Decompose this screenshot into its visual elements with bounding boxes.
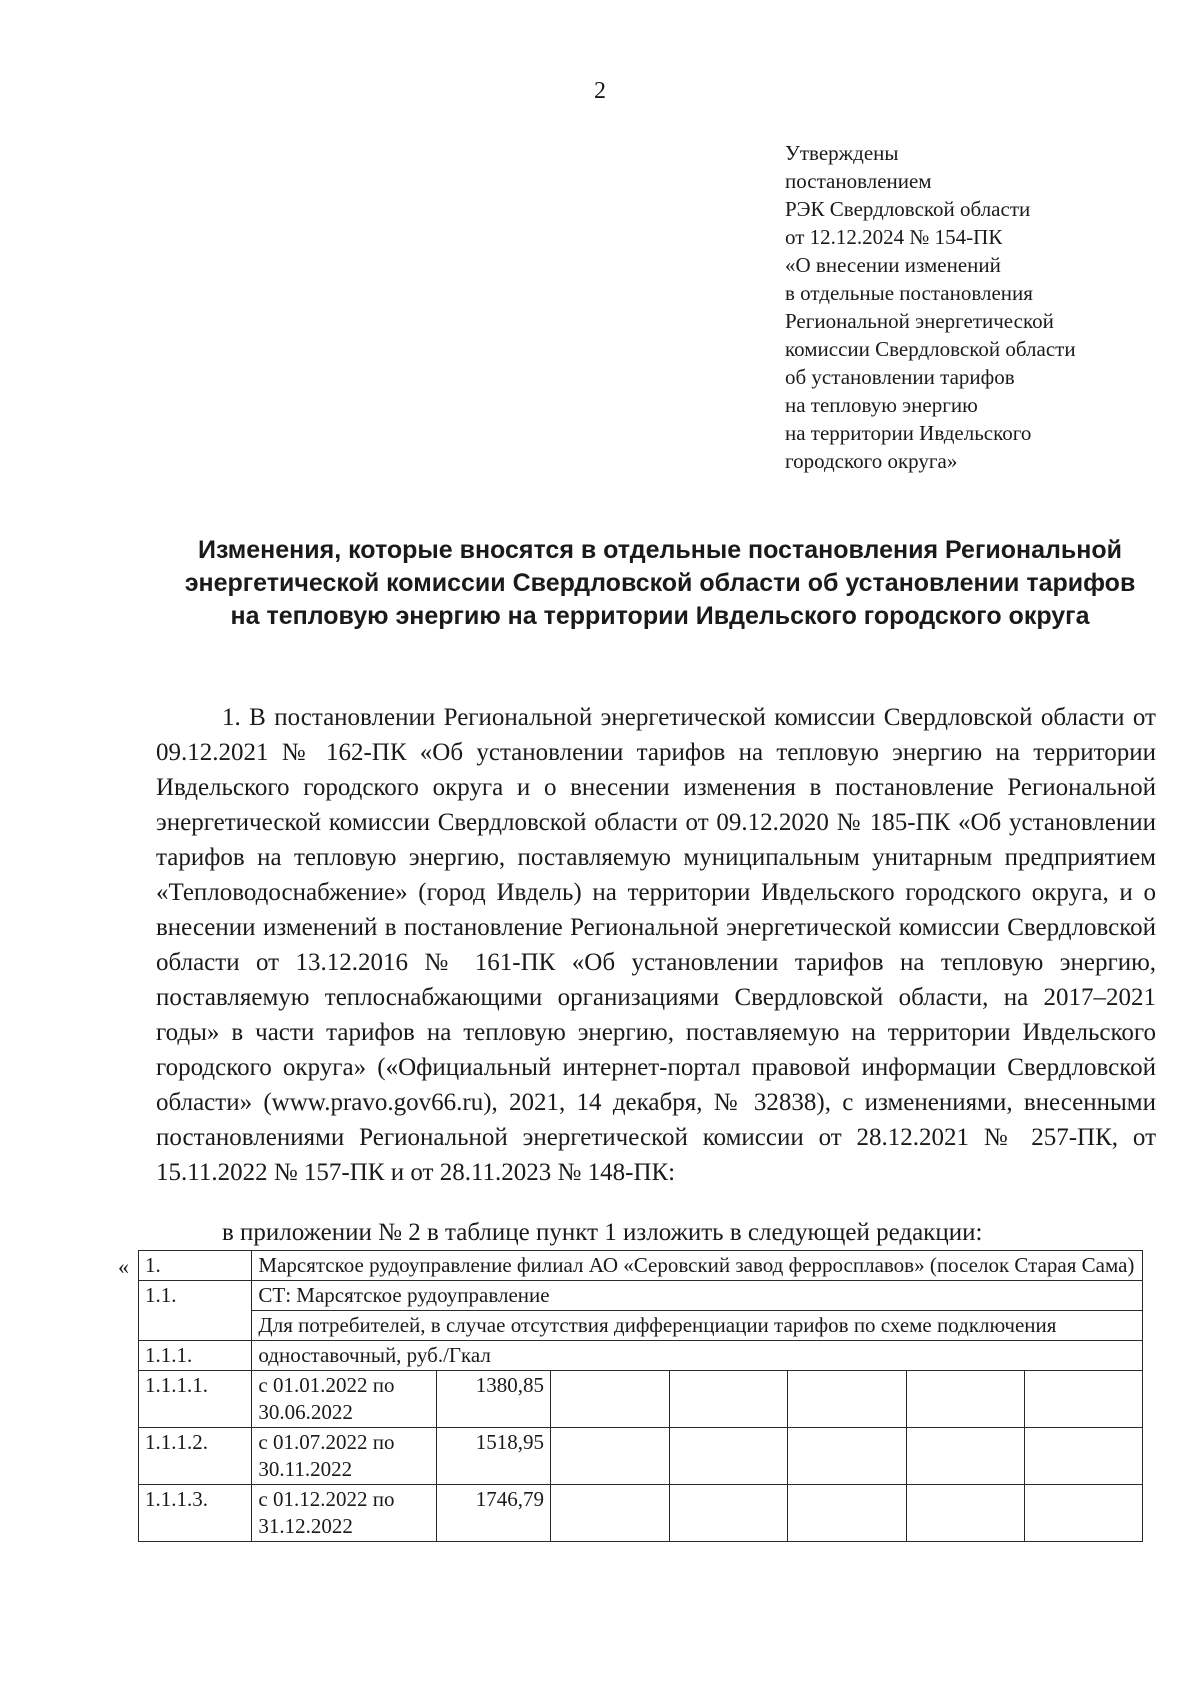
body-text [156,700,1156,1190]
approval-line: от 12.12.2024 № 154-ПК [785,225,1003,249]
paragraph-1: 1. В постановлении Региональной энергетической комиссии Свердловской области от 09.12.2021 № 162-ПК «Об установлении тарифов на тепловую энергию на территории Ивдельского городского округа и о внесении изменения в постановление Региональной энергетической комиссии Свердловской области от 09.12.2020 № 185-ПК «Об установлении тарифов на тепловую энергию, поставляемую муниципальным унитарным предприятием «Тепловодоснабжение» (город Ивдель) на территории Ивдельского городского округа, и о внесении изменений в постановление Региональной энергетической комиссии Свердловской области от 13.12.2016 № 161-ПК «Об установлении тарифов на тепловую энергию, поставляемую теплоснабжающими организациями Свердловской области, на 2017–2021 годы» в части тарифов на тепловую энергию, поставляемую на территории Ивдельского городского округа» («Официальный интернет-портал правовой информации Свердловской области» (www.pravo.gov66.ru), 2021, 14 декабря, № 32838), с изменениями, внесенными постановлениями Региональной энергетической комиссии от 28.12.2021 № 257-ПК, от 15.11.2022 № 157-ПК и от 28.11.2023 № 148-ПК: [156,704,1156,1186]
empty-cell [669,1371,788,1428]
empty-cell [788,1485,907,1542]
period-cell: с 01.12.2022 по 31.12.2022 [252,1485,436,1542]
empty-cell [669,1485,788,1542]
tariff-value: 1380,85 [436,1371,550,1428]
document-title [140,534,1180,633]
tariff-type: одноставочный, руб./Гкал [252,1341,1143,1371]
approval-block [785,139,1165,475]
page-number: 2 [594,78,606,104]
empty-cell [550,1428,669,1485]
tariff-value: 1746,79 [436,1485,550,1542]
row-number: 1.1.1.1. [139,1371,252,1428]
table-row [139,1428,1143,1485]
consumer-category: Для потребителей, в случае отсутствия дифференциации тарифов по схеме подключения [252,1311,1143,1341]
table-row [139,1341,1143,1371]
period-cell: с 01.01.2022 по 30.06.2022 [252,1371,436,1428]
empty-cell [1025,1428,1143,1485]
empty-cell [550,1371,669,1428]
approval-line: об установлении тарифов [785,365,1015,389]
approval-line: постановлением [785,169,932,193]
row-number: 1.1.1.3. [139,1485,252,1542]
empty-cell [906,1371,1025,1428]
empty-cell [906,1485,1025,1542]
approval-line: на территории Ивдельского [785,421,1032,445]
approval-line: Утверждены [785,141,899,165]
approval-line: комиссии Свердловской области [785,337,1076,361]
row-number: 1.1. [139,1281,252,1341]
empty-cell [906,1428,1025,1485]
empty-cell [669,1428,788,1485]
approval-line: РЭК Свердловской области [785,197,1031,221]
organization-name: Марсятское рудоуправление филиал АО «Серовский завод ферросплавов» (поселок Старая Сама) [252,1251,1143,1281]
table-row [139,1311,1143,1341]
approval-line: «О внесении изменений [785,253,1001,277]
empty-cell [788,1428,907,1485]
tariff-value: 1518,95 [436,1428,550,1485]
table-row [139,1485,1143,1542]
empty-cell [1025,1485,1143,1542]
instruction-line: в приложении № 2 в таблице пункт 1 изложить в следующей редакции: [222,1219,983,1246]
approval-line: городского округа» [785,449,958,473]
empty-cell [788,1371,907,1428]
approval-line: в отдельные постановления [785,281,1033,305]
table-row [139,1251,1143,1281]
title-line: на тепловую энергию на территории Ивдельского городского округа [230,602,1090,630]
title-line: Изменения, которые вносятся в отдельные постановления Региональной [197,536,1123,564]
row-number: 1.1.1.2. [139,1428,252,1485]
period-cell: с 01.07.2022 по 30.11.2022 [252,1428,436,1485]
system-name: СТ: Марсятское рудоуправление [252,1281,1143,1311]
approval-line: Региональной энергетической [785,309,1054,333]
row-number: 1. [139,1251,252,1281]
empty-cell [1025,1371,1143,1428]
table-row [139,1371,1143,1428]
row-number: 1.1.1. [139,1341,252,1371]
table-row [139,1281,1143,1311]
opening-quote: « [118,1254,129,1279]
tariff-table [138,1250,1143,1542]
empty-cell [550,1485,669,1542]
title-line: энергетической комиссии Свердловской области об установлении тарифов [184,569,1136,597]
approval-line: на тепловую энергию [785,393,978,417]
